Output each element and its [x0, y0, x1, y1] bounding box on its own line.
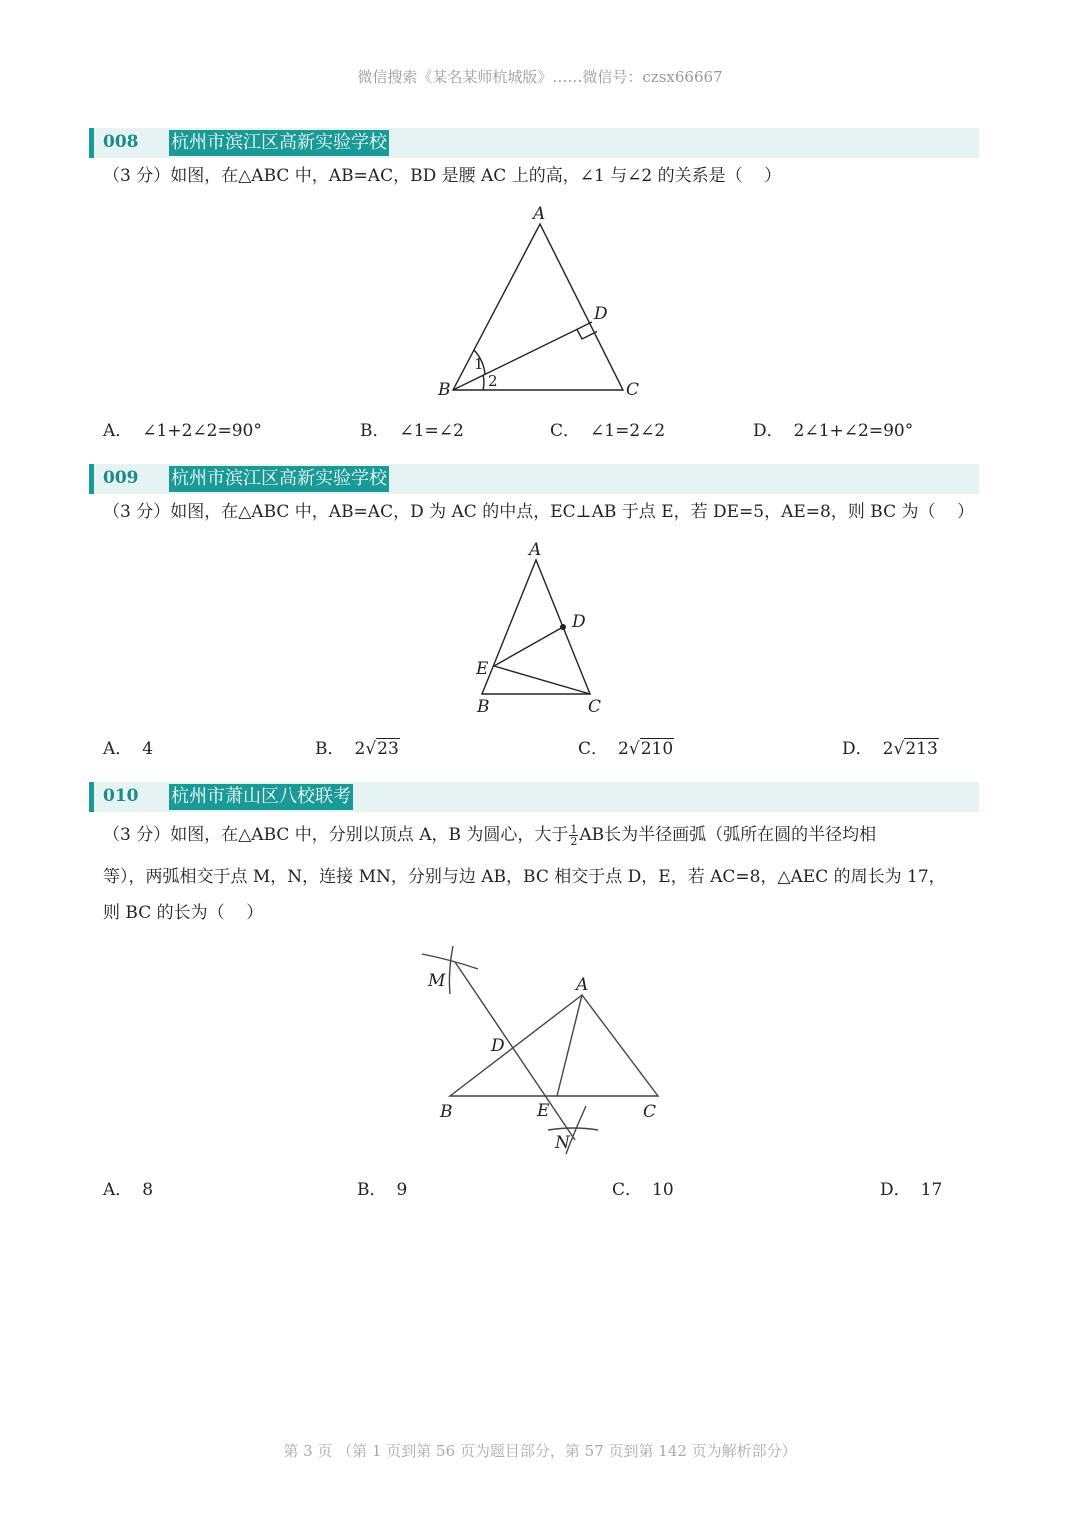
accent-bar	[89, 128, 94, 158]
accent-bar	[89, 464, 94, 494]
segment-ae	[557, 995, 582, 1096]
question-stem-008: （3 分）如图，在△ABC 中，AB=AC，BD 是腰 AC 上的高，∠1 与∠2 的关系是（ ）	[103, 166, 782, 186]
altitude-bd	[453, 322, 592, 390]
option-c-008: C． ∠1=2∠2	[550, 421, 666, 441]
option-b-010: B． 9	[357, 1180, 408, 1200]
option-d-010: D． 17	[880, 1180, 943, 1200]
school-tag: 杭州市萧山区八校联考	[169, 784, 353, 810]
option-b-009: B． 2√23	[315, 739, 399, 759]
label-A: A	[533, 204, 546, 224]
option-d-009: D． 2√213	[842, 739, 938, 759]
label-N: N	[555, 1133, 570, 1153]
option-a-010: A． 8	[103, 1180, 154, 1200]
question-stem-010-line2: 等），两弧相交于点 M，N，连接 MN，分别与边 AB，BC 相交于点 D，E，若 AC=8，△AEC 的周长为 17，	[103, 867, 946, 887]
segment-de	[494, 627, 563, 666]
label-A: A	[529, 540, 542, 560]
question-stem-009: （3 分）如图，在△ABC 中，AB=AC，D 为 AC 的中点，EC⊥AB 于点 E，若 DE=5，AE=8，则 BC 为（ ）	[103, 502, 975, 522]
option-a-008: A． ∠1+2∠2=90°	[103, 421, 262, 441]
label-angle-2: 2	[488, 372, 498, 390]
arc-n-1	[548, 1128, 598, 1130]
fraction-one-half: $\frac{1}{2}$	[570, 823, 578, 848]
option-c-010: C． 10	[612, 1180, 674, 1200]
point-d	[560, 624, 566, 630]
accent-bar	[89, 782, 94, 812]
question-number: 010	[103, 786, 139, 806]
triangle-abc	[453, 224, 623, 390]
label-A: A	[576, 975, 589, 995]
option-c-009: C． 2√210	[578, 739, 674, 759]
school-tag: 杭州市滨江区高新实验学校	[169, 130, 389, 156]
question-header-010	[89, 782, 979, 812]
label-D: D	[594, 304, 608, 324]
line-mn	[455, 962, 575, 1140]
arc-m-2	[449, 946, 453, 994]
label-B: B	[477, 697, 490, 717]
label-C: C	[626, 380, 640, 400]
question-stem-010-line1: （3 分）如图，在△ABC 中，分别以顶点 A，B 为圆心，大于 $\frac{1}{2}$ AB长为半径画弧（弧所在圆的半径均相	[103, 823, 877, 848]
option-a-009: A． 4	[103, 739, 154, 759]
label-C: C	[588, 697, 602, 717]
question-number: 009	[103, 468, 139, 488]
triangle-abc	[450, 995, 658, 1096]
question-stem-010-line3: 则 BC 的长为（ ）	[103, 903, 264, 923]
label-B: B	[438, 380, 451, 400]
page-footer: 第 3 页 （第 1 页到第 56 页为题目部分，第 57 页到第 142 页为解析部分）	[283, 1442, 797, 1460]
question-number: 008	[103, 132, 139, 152]
option-d-008: D． 2∠1+∠2=90°	[753, 421, 914, 441]
label-D: D	[491, 1036, 505, 1056]
question-header-008	[89, 128, 979, 158]
arc-n-2	[566, 1106, 586, 1154]
angle-2-arc	[483, 375, 484, 390]
question-header-009	[89, 464, 979, 494]
label-M: M	[428, 971, 446, 991]
label-C: C	[643, 1102, 657, 1122]
triangle-abc	[482, 560, 590, 694]
segment-ec	[494, 666, 590, 694]
label-E: E	[537, 1101, 550, 1121]
label-B: B	[440, 1102, 453, 1122]
option-b-008: B． ∠1=∠2	[360, 421, 464, 441]
label-D: D	[572, 612, 586, 632]
angle-1-arc	[474, 350, 485, 374]
page-header-watermark: 微信搜索《某名某师杭城版》……微信号：czsx66667	[357, 68, 723, 86]
label-E: E	[476, 659, 489, 679]
arc-m-1	[422, 954, 478, 969]
right-angle-mark	[577, 330, 597, 340]
label-angle-1: 1	[474, 355, 484, 373]
school-tag: 杭州市滨江区高新实验学校	[169, 466, 389, 492]
